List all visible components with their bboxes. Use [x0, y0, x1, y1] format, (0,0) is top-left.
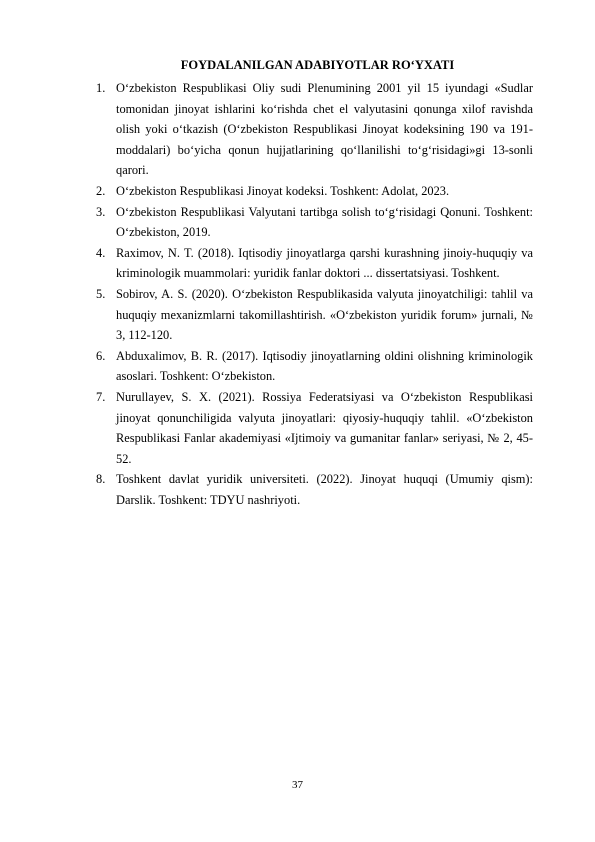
reference-number: 1.: [96, 81, 106, 95]
reference-text: O‘zbekiston Respublikasi Valyutani tartibga solish to‘g‘risidagi Qonuni. Toshkent: O‘zbekiston, 2019.: [116, 204, 533, 240]
page-number: 37: [292, 779, 303, 791]
list-item: [96, 469, 533, 510]
reference-number: 4.: [96, 245, 106, 260]
reference-text: O‘zbekiston Respublikasi Oliy sudi Plenumining 2001 yil 15 iyundagi «Sudlar tomonidan jinoyat ishlarini ko‘rishda chet el valyutasini qonunga xilof ravishda olish yoki o‘tkazish (O‘zbekiston Respublikasi Jinoyat kodeksining 190 va 191-moddalari) bo‘yicha qonun hujjatlarining qo‘llanilishi to‘g‘risidagi»gi 13-sonli qarori.: [116, 81, 533, 178]
reference-number: 6.: [96, 348, 106, 363]
list-item: [96, 387, 533, 469]
list-item: [96, 202, 533, 243]
reference-number: 7.: [96, 389, 106, 404]
reference-text: Nurullayev, S. X. (2021). Rossiya Federatsiyasi va O‘zbekiston Respublikasi jinoyat qonunchiligida valyuta jinoyatlari: qiyosiy-huquqiy tahlil. «O‘zbekiston Respublikasi Fanlar akademiyasi «Ijtimoiy va gumanitar fanlar» seriyasi, № 2, 45-52.: [116, 389, 533, 466]
reference-text: Raximov, N. T. (2018). Iqtisodiy jinoyatlarga qarshi kurashning jinoiy-huquqiy va kriminologik muammolari: yuridik fanlar doktori ... dissertatsiyasi. Toshkent.: [116, 245, 533, 281]
reference-number: 2.: [96, 183, 106, 198]
reference-text: Sobirov, A. S. (2020). O‘zbekiston Respublikasida valyuta jinoyatchiligi: tahlil va huquqiy mexanizmlarni takomillashtirish. «O‘zbekiston yuridik forum» jurnali, № 3, 112-120.: [116, 286, 533, 343]
list-item: [96, 346, 533, 387]
list-item: [96, 243, 533, 284]
list-item: [96, 78, 533, 181]
reference-text: O‘zbekiston Respublikasi Jinoyat kodeksi. Toshkent: Adolat, 2023.: [116, 183, 450, 198]
page-title: FOYDALANILGAN ADABIYOTLAR RO‘YXATI: [180, 58, 455, 72]
list-item: [96, 284, 533, 346]
reference-text: Abduxalimov, B. R. (2017). Iqtisodiy jinoyatlarning oldini olishning kriminologik asoslari. Toshkent: O‘zbekiston.: [116, 348, 533, 384]
list-item: [96, 181, 533, 202]
reference-text: Toshkent davlat yuridik universiteti. (2022). Jinoyat huquqi (Umumiy qism): Darslik. Toshkent: TDYU nashriyoti.: [116, 472, 533, 507]
reference-number: 8.: [96, 472, 106, 487]
reference-number: 5.: [96, 286, 106, 301]
reference-number: 3.: [96, 204, 106, 219]
reference-list: [96, 78, 533, 510]
